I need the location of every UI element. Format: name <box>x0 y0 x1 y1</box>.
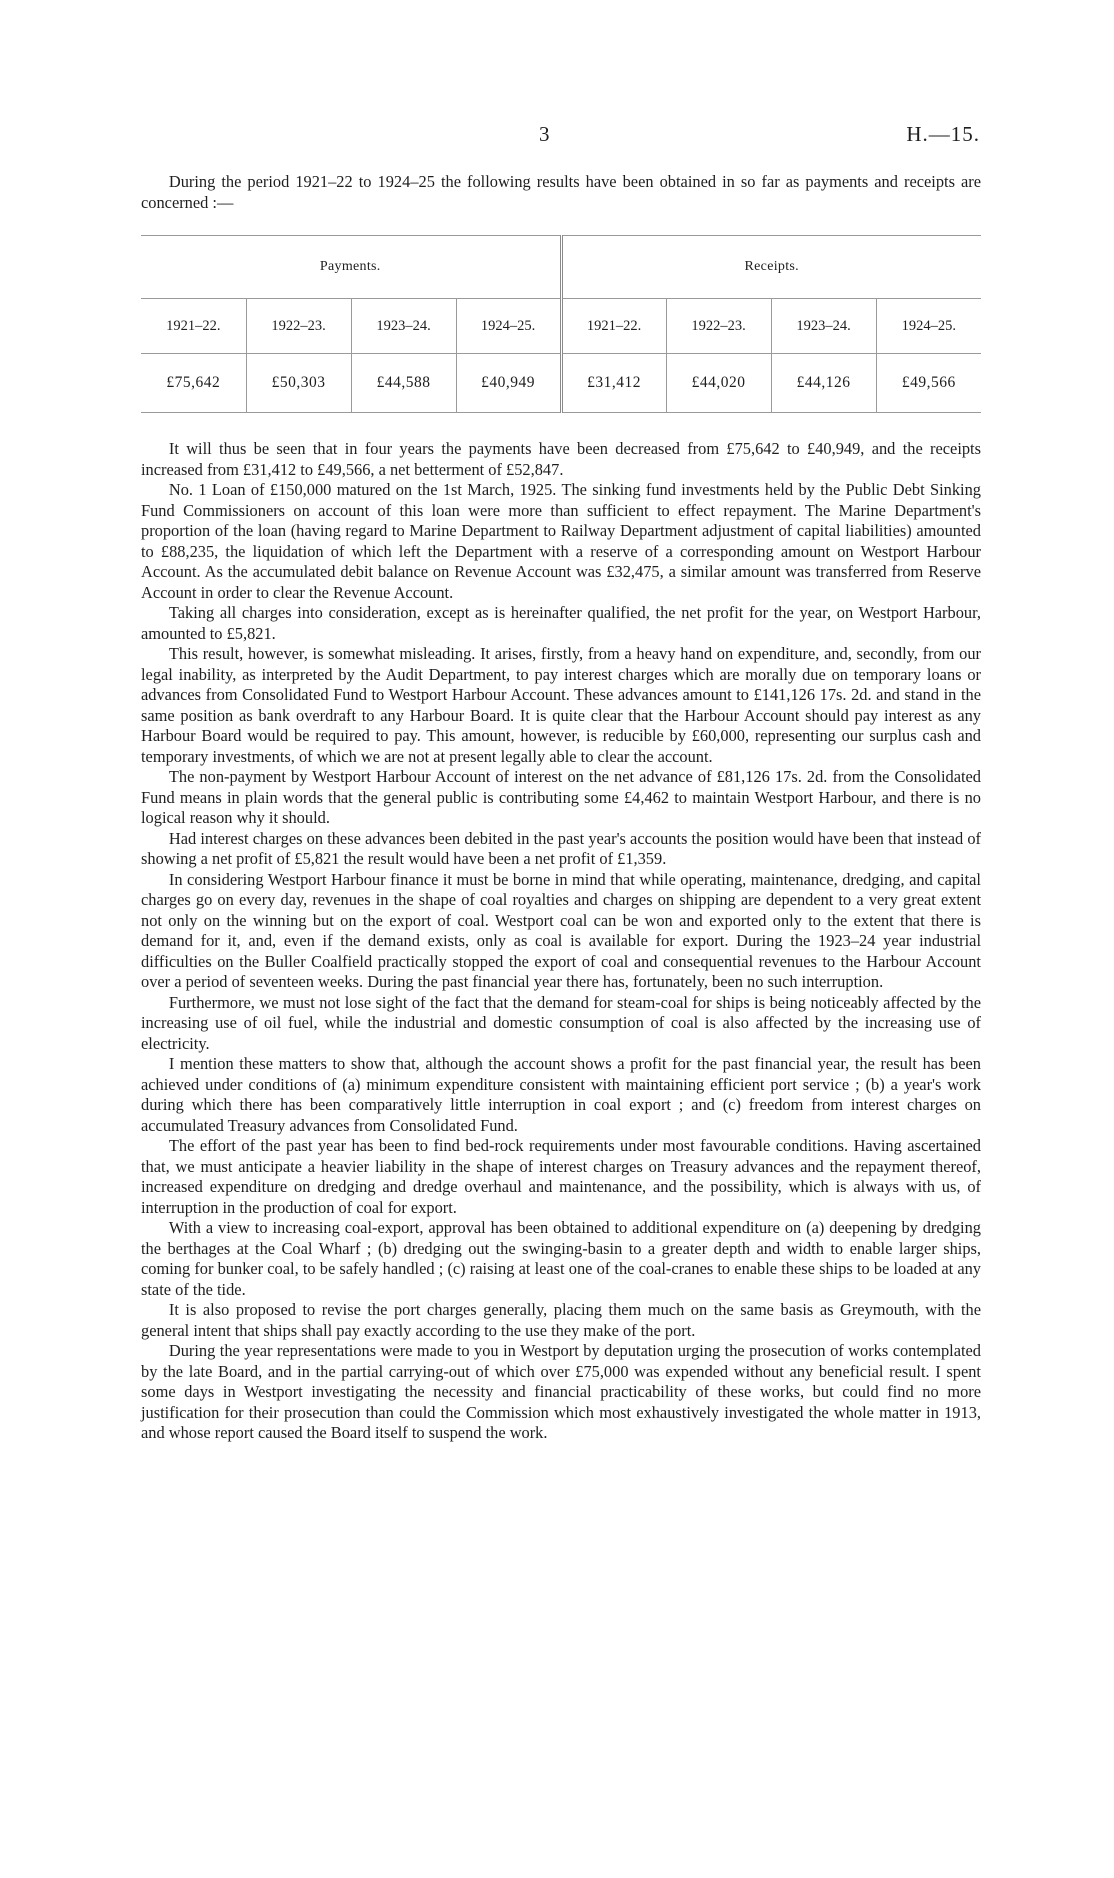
amount-cell: £40,949 <box>456 354 561 413</box>
amount-cell: £50,303 <box>246 354 351 413</box>
page-number: 3 <box>539 122 550 146</box>
amount-cell: £49,566 <box>876 354 981 413</box>
amount-cell: £44,588 <box>351 354 456 413</box>
payments-receipts-table <box>141 235 981 413</box>
amount-cell: £44,020 <box>666 354 771 413</box>
body-paragraph: This result, however, is somewhat misleading. It arises, firstly, from a heavy hand on expenditure, and, secondly, from our legal inability, as interpreted by the Audit Department, to pay interest charges which are morally due on temporary loans or advances from Consolidated Fund to Westport Harbour Account. These advances amount to £141,126 17s. 2d. and stand in the same position as bank overdraft to any Harbour Board. It is quite clear that the Harbour Account should pay interest as any Harbour Board would be required to pay. This amount, however, is reducible by £60,000, representing our surplus cash and temporary investments, of which we are not at present legally able to clear the account. <box>141 644 981 766</box>
year-header: 1924–25. <box>456 299 561 354</box>
year-header: 1923–24. <box>771 299 876 354</box>
body-paragraph: I mention these matters to show that, although the account shows a profit for the past financial year, the result has been achieved under conditions of (a) minimum expenditure consistent with maintaining efficient port service ; (b) a year's work during which there has been comparatively little interruption in coal export ; and (c) freedom from interest charges on accumulated Treasury advances from Consolidated Fund. <box>141 1054 981 1135</box>
year-header: 1922–23. <box>666 299 771 354</box>
document-reference: H.—15. <box>906 122 980 146</box>
amount-cell: £31,412 <box>561 354 666 413</box>
body-paragraph: In considering Westport Harbour finance it must be borne in mind that while operating, maintenance, dredging, and capital charges go on every day, revenues in the shape of coal royalties and charges on shipping are dependent to a very great extent not only on the winning but on the export of coal. Westport coal can be won and exported only to the extent that there is demand for it, and, even if the demand exists, only as coal is available for export. During the 1923–24 year industrial difficulties on the Buller Coalfield practically stopped the export of coal and consequential revenues to the Harbour Account over a period of seventeen weeks. During the past financial year there has, fortunately, been no such interruption. <box>141 869 981 991</box>
body-paragraph: Taking all charges into consideration, except as is hereinafter qualified, the net profit for the year, on Westport Harbour, amounted to £5,821. <box>141 603 981 643</box>
body-paragraph: With a view to increasing coal-export, approval has been obtained to additional expenditure on (a) deepening by dredging the berthages at the Coal Wharf ; (b) dredging out the swinging-basin to a greater depth and width to enable larger ships, coming for bunker coal, to be safely handled ; (c) raising at least one of the coal-cranes to enable these ships to be loaded at any state of the tide. <box>141 1218 981 1299</box>
body-paragraph: It will thus be seen that in four years the payments have been decreased from £75,642 to £40,949, and the receipts increased from £31,412 to £49,566, a net betterment of £52,847. <box>141 439 981 479</box>
body-paragraph: Had interest charges on these advances been debited in the past year's accounts the position would have been that instead of showing a net profit of £5,821 the result would have been a net profit of £1,359. <box>141 828 981 868</box>
body-paragraph: It is also proposed to revise the port charges generally, placing them much on the same basis as Greymouth, with the general intent that ships shall pay exactly according to the use they make of the port. <box>141 1300 981 1340</box>
page-header <box>0 122 1114 152</box>
year-header: 1923–24. <box>351 299 456 354</box>
body-paragraph: The effort of the past year has been to find bed-rock requirements under most favourable conditions. Having ascertained that, we must anticipate a heavier liability in the shape of interest charges on Treasury advances and the repayment thereof, increased expenditure on dredging and dredge overhaul and maintenance, and the possibility, which is always with us, of interruption in the production of coal for export. <box>141 1136 981 1217</box>
year-header: 1921–22. <box>141 299 246 354</box>
table-row <box>141 354 981 413</box>
year-header: 1924–25. <box>876 299 981 354</box>
body-paragraph: The non-payment by Westport Harbour Account of interest on the net advance of £81,126 17s. 2d. from the Consolidated Fund means in plain words that the general public is contributing some £4,462 to maintain Westport Harbour, and there is no logical reason why it should. <box>141 767 981 827</box>
document-body <box>141 172 981 1444</box>
amount-cell: £75,642 <box>141 354 246 413</box>
year-header: 1922–23. <box>246 299 351 354</box>
amount-cell: £44,126 <box>771 354 876 413</box>
body-paragraph: Furthermore, we must not lose sight of the fact that the demand for steam-coal for ships is being noticeably affected by the increasing use of oil fuel, while the industrial and domestic consumption of coal is also affected by the increasing use of electricity. <box>141 992 981 1053</box>
body-paragraph: During the year representations were made to you in Westport by deputation urging the prosecution of works contemplated by the late Board, and in the partial carrying-out of which over £75,000 was expended without any beneficial result. I spent some days in Westport investigating the necessity and financial practicability of these works, but could find no more justification for their prosecution than could the Commission which most exhaustively investigated the whole matter in 1913, and whose report caused the Board itself to suspend the work. <box>141 1341 981 1442</box>
payments-heading: Payments. <box>141 236 561 299</box>
intro-paragraph: During the period 1921–22 to 1924–25 the following results have been obtained in so far as payments and receipts are concerned :— <box>141 172 981 212</box>
year-header: 1921–22. <box>561 299 666 354</box>
body-paragraph: No. 1 Loan of £150,000 matured on the 1st March, 1925. The sinking fund investments held by the Public Debt Sinking Fund Commissioners on account of this loan were more than sufficient to effect repayment. The Marine Department's proportion of the loan (having regard to Marine Department to Railway Department adjustment of capital liabilities) amounted to £88,235, the liquidation of which left the Department with a reserve of a corresponding amount on Westport Harbour Account. As the accumulated debit balance on Revenue Account was £32,475, a similar amount was transferred from Reserve Account in order to clear the Revenue Account. <box>141 480 981 602</box>
receipts-heading: Receipts. <box>561 236 981 299</box>
